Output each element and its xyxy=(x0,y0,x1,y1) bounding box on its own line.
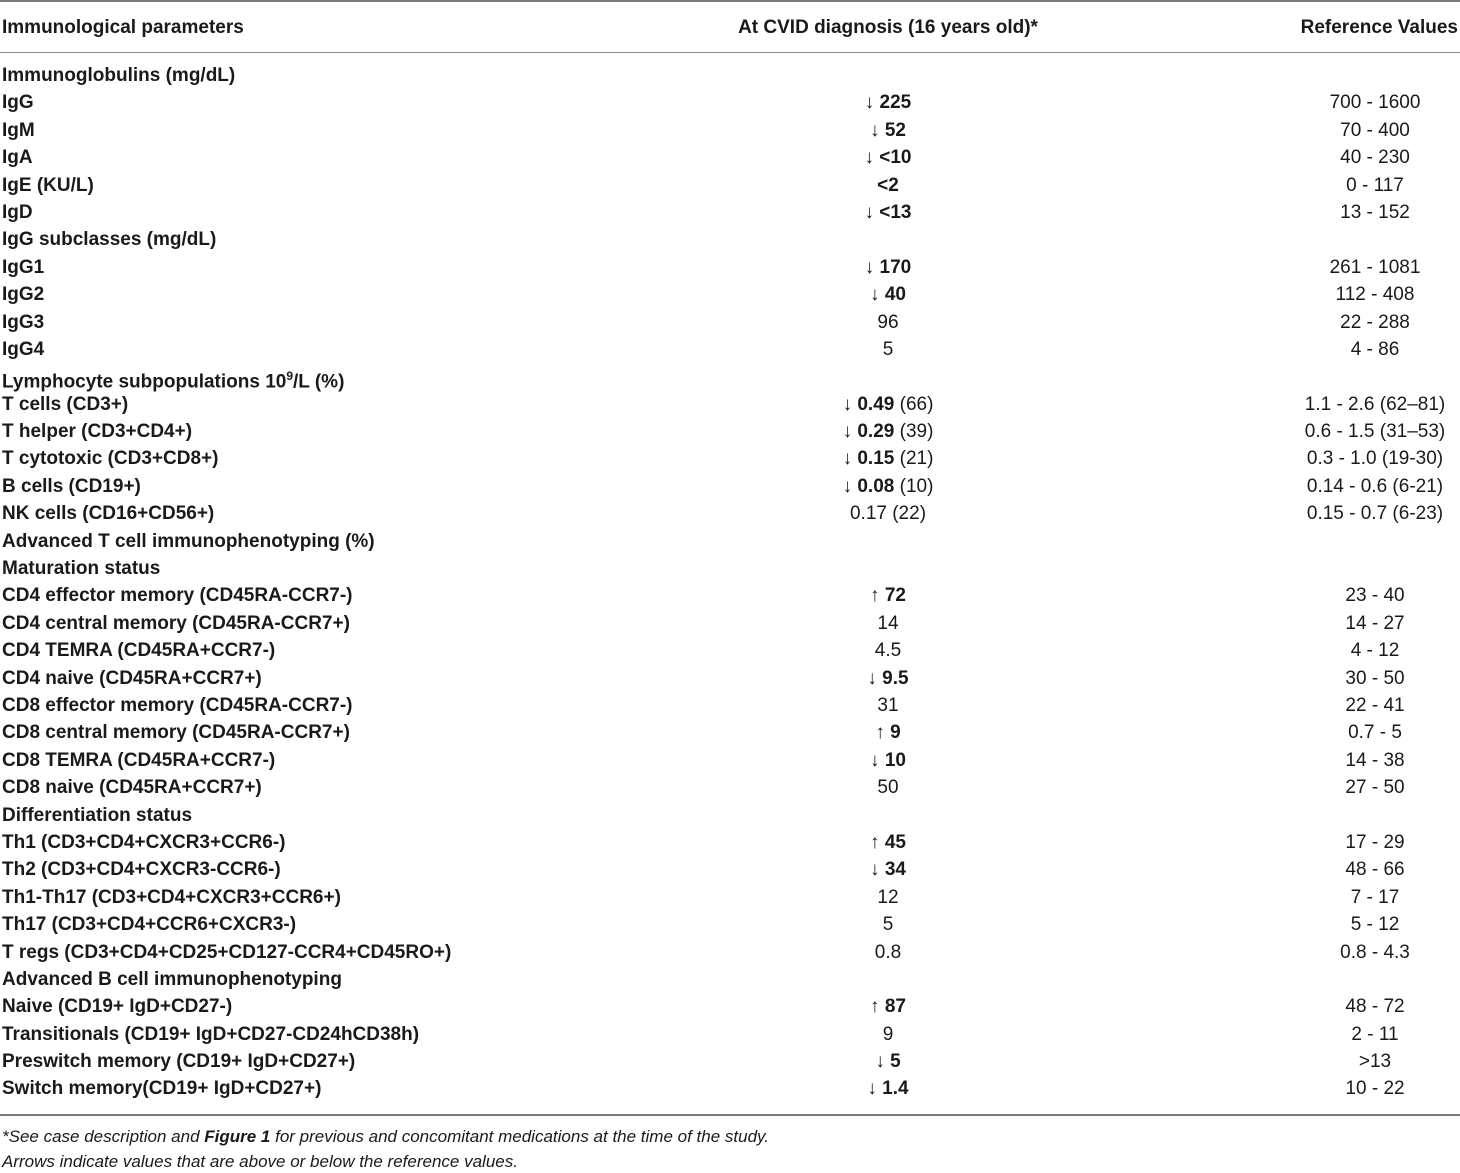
abnormal-value: 0.15 xyxy=(857,448,895,470)
table-row xyxy=(0,363,1460,393)
diagnosis-value xyxy=(875,1048,900,1075)
abnormal-value: 9.5 xyxy=(882,667,909,689)
reference-value: 0.14 - 0.6 (6-21) xyxy=(1306,475,1444,497)
diagnosis-value xyxy=(877,309,898,336)
diagnosis-value xyxy=(865,89,911,116)
table-row xyxy=(0,829,1460,856)
parameter-label xyxy=(2,1075,321,1102)
parameter-label xyxy=(2,856,281,883)
diagnosis-value xyxy=(870,117,906,144)
abnormal-value: 10 xyxy=(884,749,906,771)
reference-value: 7 - 17 xyxy=(1350,886,1400,908)
parameter-label xyxy=(2,89,34,116)
parameter-text: T regs (CD3+CD4+CD25+CD127-CCR4+CD45RO+) xyxy=(2,941,452,963)
diagnosis-value xyxy=(870,993,906,1020)
parameter-label xyxy=(2,391,128,418)
parameter-label xyxy=(2,829,285,856)
reference-value: 70 - 400 xyxy=(1340,119,1410,141)
parameter-label xyxy=(2,692,353,719)
parameter-text: T cytotoxic (CD3+CD8+) xyxy=(2,448,219,470)
table-row xyxy=(0,665,1460,692)
value-text: 0.8 xyxy=(874,941,902,963)
reference-value: 22 - 288 xyxy=(1340,311,1410,333)
parameter-text: B cells (CD19+) xyxy=(2,475,141,497)
table-row xyxy=(0,993,1460,1020)
parameter-text: T helper (CD3+CD4+) xyxy=(2,421,193,443)
diagnosis-value xyxy=(877,884,898,911)
table-row xyxy=(0,582,1460,609)
parameter-text: CD8 TEMRA (CD45RA+CCR7-) xyxy=(2,749,276,771)
reference-value: 700 - 1600 xyxy=(1329,92,1421,114)
parameter-text: CD8 effector memory (CD45RA-CCR7-) xyxy=(2,694,353,716)
diagnosis-value xyxy=(843,418,934,445)
parameter-text: IgG2 xyxy=(2,284,45,306)
parameter-text: CD4 TEMRA (CD45RA+CCR7-) xyxy=(2,640,276,662)
table-row xyxy=(0,1048,1460,1075)
parameter-text: CD8 naive (CD45RA+CCR7+) xyxy=(2,777,262,799)
parameter-text: CD4 effector memory (CD45RA-CCR7-) xyxy=(2,585,353,607)
reference-value: 112 - 408 xyxy=(1335,284,1415,306)
value-text: (21) xyxy=(899,448,934,470)
reference-value: 0.15 - 0.7 (6-23) xyxy=(1306,503,1444,525)
reference-value: 30 - 50 xyxy=(1345,667,1405,689)
diagnosis-value xyxy=(864,199,911,226)
table-row xyxy=(0,445,1460,472)
value-text: 5 xyxy=(882,914,894,936)
arrow-down-icon: ↓ xyxy=(842,475,853,497)
parameter-text: Differentiation status xyxy=(2,804,193,826)
parameter-label xyxy=(2,610,350,637)
table-row xyxy=(0,254,1460,281)
diagnosis-value xyxy=(877,610,898,637)
arrow-down-icon: ↓ xyxy=(867,667,877,689)
diagnosis-value xyxy=(875,719,900,746)
parameter-label xyxy=(2,884,341,911)
value-text: 5 xyxy=(882,338,894,360)
table-row xyxy=(0,89,1460,116)
diagnosis-value xyxy=(843,391,934,418)
abnormal-value: 87 xyxy=(884,996,906,1018)
table-row xyxy=(0,336,1460,363)
parameter-text: IgA xyxy=(2,147,33,169)
parameter-label xyxy=(2,555,160,582)
arrow-up-icon: ↑ xyxy=(870,585,880,607)
abnormal-value: <13 xyxy=(879,201,912,223)
arrow-up-icon: ↑ xyxy=(870,996,880,1018)
diagnosis-value xyxy=(867,1075,908,1102)
value-text: 0.17 (22) xyxy=(849,503,927,525)
reference-value: 27 - 50 xyxy=(1345,777,1405,799)
abnormal-value: <2 xyxy=(877,174,899,196)
parameter-label xyxy=(2,802,192,829)
reference-value: 22 - 41 xyxy=(1345,694,1405,716)
abnormal-value: 72 xyxy=(884,585,906,607)
arrow-down-icon: ↓ xyxy=(864,147,874,169)
arrow-down-icon: ↓ xyxy=(842,393,853,415)
parameter-label xyxy=(2,665,262,692)
parameter-label xyxy=(2,747,275,774)
footnote-line-2: Arrows indicate values that are above or below the reference values. xyxy=(2,1152,518,1171)
diagnosis-value xyxy=(864,144,911,171)
diagnosis-value xyxy=(883,336,894,363)
parameter-label xyxy=(2,117,35,144)
arrow-down-icon: ↓ xyxy=(864,201,874,223)
abnormal-value: 52 xyxy=(884,119,906,141)
header-rule xyxy=(0,52,1460,53)
reference-value: 40 - 230 xyxy=(1340,147,1410,169)
arrow-down-icon: ↓ xyxy=(870,859,880,881)
parameter-label xyxy=(2,336,44,363)
diagnosis-value xyxy=(870,582,906,609)
parameter-text: Advanced T cell immunophenotyping (%) xyxy=(2,530,375,552)
reference-value: 14 - 27 xyxy=(1345,612,1405,634)
parameter-label xyxy=(2,473,141,500)
parameter-text: Advanced B cell immunophenotyping xyxy=(2,968,342,990)
reference-value: 5 - 12 xyxy=(1350,914,1400,936)
abnormal-value: 5 xyxy=(890,1051,901,1073)
parameter-text: IgM xyxy=(2,119,35,141)
arrow-down-icon: ↓ xyxy=(864,92,875,114)
parameter-label xyxy=(2,418,192,445)
parameter-label xyxy=(2,144,33,171)
reference-value: 1.1 - 2.6 (62–81) xyxy=(1304,393,1446,415)
parameter-text: CD4 naive (CD45RA+CCR7+) xyxy=(2,667,262,689)
table-row xyxy=(0,610,1460,637)
parameter-text: /L (%) xyxy=(293,371,345,393)
reference-value: 48 - 66 xyxy=(1345,859,1405,881)
table-row xyxy=(0,692,1460,719)
reference-value: 48 - 72 xyxy=(1345,996,1405,1018)
diagnosis-value xyxy=(877,692,898,719)
arrow-down-icon: ↓ xyxy=(870,749,880,771)
header-parameters: Immunological parameters xyxy=(2,17,244,38)
parameter-text: IgG xyxy=(2,92,34,114)
table-row xyxy=(0,911,1460,938)
reference-value: 4 - 86 xyxy=(1350,338,1400,360)
table-row xyxy=(0,802,1460,829)
reference-value: 0.7 - 5 xyxy=(1348,722,1402,744)
table-row xyxy=(0,117,1460,144)
parameter-label xyxy=(2,1021,419,1048)
parameter-label xyxy=(2,582,353,609)
parameter-text: Preswitch memory (CD19+ IgD+CD27+) xyxy=(2,1051,356,1073)
parameter-text: Transitionals (CD19+ IgD+CD27-CD24hCD38h) xyxy=(2,1023,420,1045)
parameter-label xyxy=(2,62,235,89)
abnormal-value: 170 xyxy=(879,256,912,278)
arrow-down-icon: ↓ xyxy=(875,1051,885,1073)
parameter-label xyxy=(2,500,214,527)
table-row xyxy=(0,1021,1460,1048)
arrow-down-icon: ↓ xyxy=(870,284,880,306)
abnormal-value: 40 xyxy=(884,284,906,306)
table-row xyxy=(0,774,1460,801)
parameter-text: IgG subclasses (mg/dL) xyxy=(2,229,217,251)
abnormal-value: 225 xyxy=(879,92,912,114)
parameter-text: CD4 central memory (CD45RA-CCR7+) xyxy=(2,612,350,634)
reference-value: 0.8 - 4.3 xyxy=(1340,941,1410,963)
parameter-text: NK cells (CD16+CD56+) xyxy=(2,503,215,525)
table-row xyxy=(0,172,1460,199)
abnormal-value: 45 xyxy=(884,831,906,853)
parameter-text: Maturation status xyxy=(2,558,161,580)
value-text: 50 xyxy=(877,777,899,799)
value-text: 4.5 xyxy=(874,640,902,662)
table-row xyxy=(0,62,1460,89)
parameter-label xyxy=(2,281,44,308)
reference-value: 17 - 29 xyxy=(1345,831,1405,853)
table-row xyxy=(0,637,1460,664)
diagnosis-value xyxy=(867,665,908,692)
diagnosis-value xyxy=(883,1021,894,1048)
value-text: (39) xyxy=(899,421,934,443)
table-row xyxy=(0,528,1460,555)
parameter-label xyxy=(2,254,44,281)
footnote-text: for previous and concomitant medications at the time of the study. xyxy=(270,1127,769,1146)
superscript: 9 xyxy=(286,369,294,384)
parameter-text: T cells (CD3+) xyxy=(2,393,129,415)
reference-value: 14 - 38 xyxy=(1345,749,1405,771)
reference-value: >13 xyxy=(1358,1051,1392,1073)
abnormal-value: 34 xyxy=(884,859,906,881)
parameter-text: Th1 (CD3+CD4+CXCR3+CCR6-) xyxy=(2,831,286,853)
arrow-down-icon: ↓ xyxy=(867,1078,877,1100)
diagnosis-value xyxy=(870,747,906,774)
parameter-text: Th1-Th17 (CD3+CD4+CXCR3+CCR6+) xyxy=(2,886,341,908)
parameter-text: IgG1 xyxy=(2,256,45,278)
table-row xyxy=(0,199,1460,226)
arrow-down-icon: ↓ xyxy=(842,421,853,443)
value-text: 96 xyxy=(877,311,899,333)
table-row xyxy=(0,966,1460,993)
diagnosis-value xyxy=(870,829,906,856)
table-row xyxy=(0,226,1460,253)
table-row xyxy=(0,939,1460,966)
reference-value: 2 - 11 xyxy=(1351,1023,1399,1045)
parameter-text: CD8 central memory (CD45RA-CCR7+) xyxy=(2,722,350,744)
parameter-label xyxy=(2,226,216,253)
diagnosis-value xyxy=(843,473,934,500)
diagnosis-value xyxy=(843,445,934,472)
diagnosis-value xyxy=(877,172,899,199)
arrow-up-icon: ↑ xyxy=(870,831,880,853)
parameter-label xyxy=(2,966,342,993)
parameter-label xyxy=(2,911,296,938)
abnormal-value: 0.49 xyxy=(857,393,895,415)
parameter-label xyxy=(2,1048,355,1075)
diagnosis-value xyxy=(883,911,894,938)
arrow-up-icon: ↑ xyxy=(875,722,885,744)
parameter-text: Th2 (CD3+CD4+CXCR3-CCR6-) xyxy=(2,859,281,881)
parameter-text: IgE (KU/L) xyxy=(2,174,94,196)
footnote-line-1 xyxy=(2,1126,769,1148)
table-row xyxy=(0,747,1460,774)
reference-value: 10 - 22 xyxy=(1345,1078,1405,1100)
parameter-text: Switch memory(CD19+ IgD+CD27+) xyxy=(2,1078,322,1100)
parameter-label xyxy=(2,993,232,1020)
parameter-label xyxy=(2,637,275,664)
table-row xyxy=(0,500,1460,527)
abnormal-value: 1.4 xyxy=(882,1078,909,1100)
header-reference: Reference Values xyxy=(1300,17,1458,38)
reference-value: 0.3 - 1.0 (19-30) xyxy=(1306,448,1444,470)
arrow-down-icon: ↓ xyxy=(842,448,853,470)
table-bottom-rule xyxy=(0,1114,1460,1116)
table-row xyxy=(0,391,1460,418)
diagnosis-value xyxy=(875,939,901,966)
table-row xyxy=(0,555,1460,582)
diagnosis-value xyxy=(850,500,926,527)
abnormal-value: 0.08 xyxy=(857,475,895,497)
parameter-text: Lymphocyte subpopulations 10 xyxy=(2,371,287,393)
arrow-down-icon: ↓ xyxy=(864,256,875,278)
reference-value: 23 - 40 xyxy=(1345,585,1405,607)
reference-value: 0 - 117 xyxy=(1346,174,1404,196)
value-text: 9 xyxy=(882,1023,894,1045)
table-row xyxy=(0,309,1460,336)
table-row xyxy=(0,418,1460,445)
parameter-label xyxy=(2,445,218,472)
table-row xyxy=(0,856,1460,883)
diagnosis-value xyxy=(865,254,911,281)
value-text: (66) xyxy=(899,393,934,415)
abnormal-value: <10 xyxy=(879,147,912,169)
arrow-down-icon: ↓ xyxy=(870,119,880,141)
diagnosis-value xyxy=(870,856,906,883)
parameter-text: IgG3 xyxy=(2,311,45,333)
diagnosis-value xyxy=(877,774,898,801)
table-row xyxy=(0,473,1460,500)
abnormal-value: 9 xyxy=(890,722,901,744)
reference-value: 13 - 152 xyxy=(1340,201,1410,223)
parameter-label xyxy=(2,528,375,555)
table-header xyxy=(0,2,1460,52)
abnormal-value: 0.29 xyxy=(857,421,895,443)
parameter-text: Naive (CD19+ IgD+CD27-) xyxy=(2,996,233,1018)
footnote-text: *See case description and xyxy=(2,1127,205,1146)
diagnosis-value xyxy=(875,637,901,664)
table-row xyxy=(0,281,1460,308)
reference-value: 4 - 12 xyxy=(1350,640,1400,662)
table-row xyxy=(0,144,1460,171)
parameter-text: IgG4 xyxy=(2,338,45,360)
table-row xyxy=(0,719,1460,746)
value-text: (10) xyxy=(899,475,934,497)
parameter-label xyxy=(2,172,94,199)
value-text: 31 xyxy=(877,694,899,716)
parameter-label xyxy=(2,939,451,966)
figure-reference: Figure 1 xyxy=(204,1127,271,1146)
parameter-text: IgD xyxy=(2,201,33,223)
reference-value: 261 - 1081 xyxy=(1329,256,1421,278)
parameter-text: Immunoglobulins (mg/dL) xyxy=(2,65,236,86)
header-diagnosis: At CVID diagnosis (16 years old)* xyxy=(738,17,1038,38)
parameter-label xyxy=(2,309,44,336)
parameter-label xyxy=(2,199,33,226)
value-text: 14 xyxy=(877,612,899,634)
parameter-text: Th17 (CD3+CD4+CCR6+CXCR3-) xyxy=(2,914,297,936)
parameter-label xyxy=(2,774,262,801)
table-row xyxy=(0,884,1460,911)
table-row xyxy=(0,1075,1460,1102)
parameter-label xyxy=(2,719,350,746)
table-body xyxy=(0,62,1460,1103)
diagnosis-value xyxy=(870,281,906,308)
reference-value: 0.6 - 1.5 (31–53) xyxy=(1304,421,1446,443)
value-text: 12 xyxy=(877,886,899,908)
